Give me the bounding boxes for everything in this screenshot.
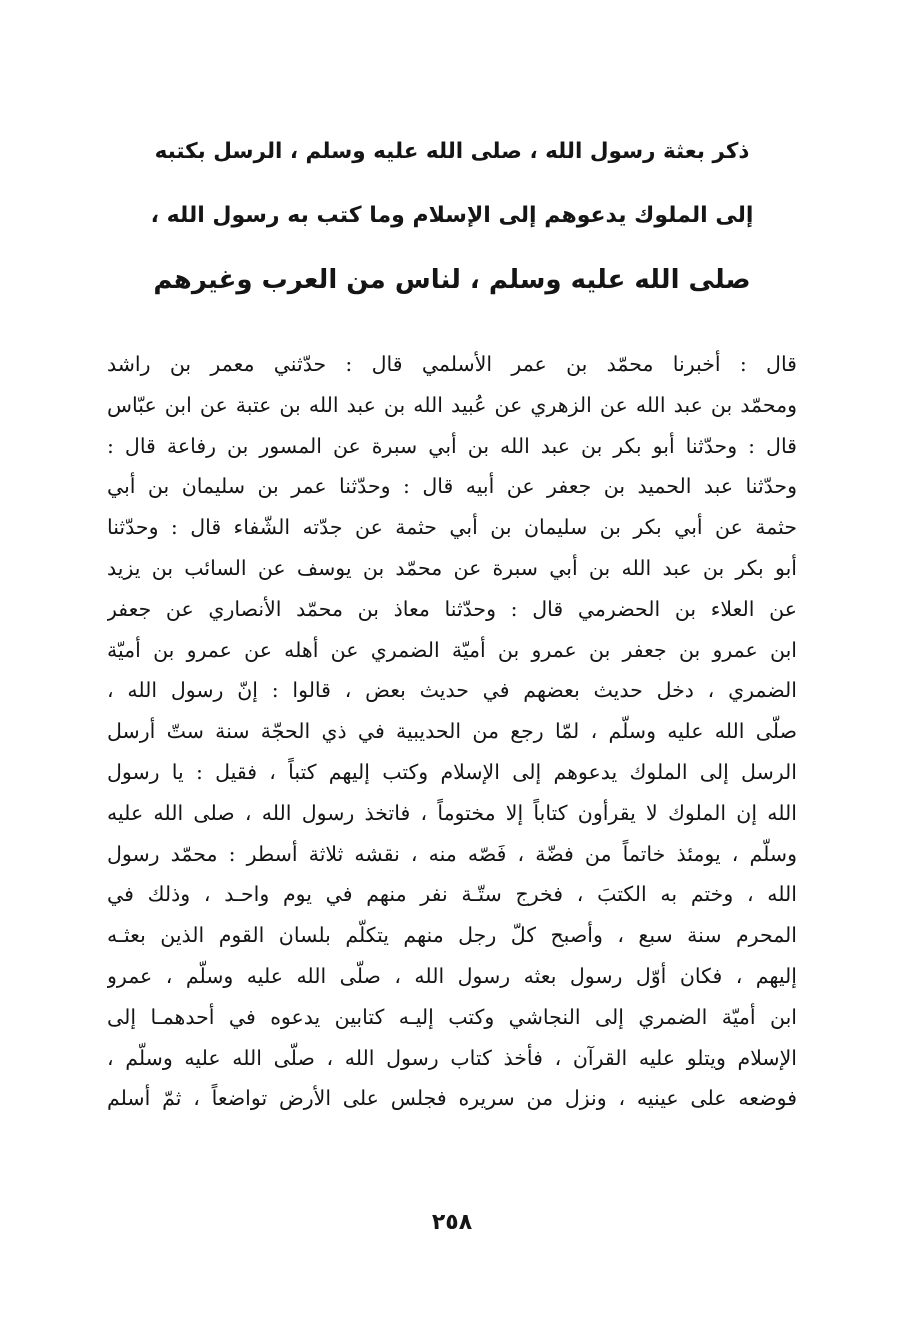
body-line: قال : وحدّثنا أبو بكر بن عبد الله بن أبي سبرة عن المسور بن رفاعة قال : xyxy=(107,433,797,458)
body-line: صلّى الله عليه وسلّم ، لمّا رجع من الحديبية في ذي الحجّة سنة ستّ أرسل xyxy=(107,719,797,744)
title-line: ذكر بعثة رسول الله ، صلى الله عليه وسلم ، الرسل بكتبه xyxy=(154,139,750,164)
body-line: حثمة عن أبي بكر بن سليمان بن أبي حثمة عن جدّته الشّفاء قال : وحدّثنا xyxy=(107,515,797,540)
body-line: ومحمّد بن عبد الله عن الزهري عن عُبيد الله بن عبد الله بن عتبة عن ابن عبّاس xyxy=(107,392,797,417)
body-line: وسلّم ، يومئذ خاتماً من فضّة ، فَصّه منه ، نقشه ثلاثة أسطر : محمّد رسول xyxy=(107,841,797,866)
body-line: عن العلاء بن الحضرمي قال : وحدّثنا معاذ بن محمّد الأنصاري عن جعفر xyxy=(107,596,797,621)
body-line: الله إن الملوك لا يقرأون كتاباً إلا مختوماً ، فاتخذ رسول الله ، صلى الله عليه xyxy=(107,800,797,825)
body-line: أبو بكر بن عبد الله بن أبي سبرة عن محمّد بن يوسف عن السائب بن يزيد xyxy=(107,555,797,580)
body-line: وحدّثنا عبد الحميد بن جعفر عن أبيه قال : وحدّثنا عمر بن سليمان بن أبي xyxy=(107,474,797,499)
title-line: صلى الله عليه وسلم ، لناس من العرب وغيرهم xyxy=(153,265,751,295)
body-line: المحرم سنة سبع ، وأصبح كلّ رجل منهم يتكلّم بلسان القوم الذين بعثـه xyxy=(107,923,797,948)
body-line: الضمري ، دخل حديث بعضهم في حديث بعض ، قالوا : إنّ رسول الله ، xyxy=(107,678,797,703)
body-line: فوضعه على عينيه ، ونزل من سريره فجلس على الأرض تواضعاً ، ثمّ أسلم xyxy=(107,1086,797,1111)
body-text xyxy=(107,344,797,1119)
page-number: ٢٥٨ xyxy=(431,1210,473,1235)
body-line: ابن أميّة الضمري إلى النجاشي وكتب إليـه كتابين يدعوه في أحدهمـا إلى xyxy=(107,1004,797,1029)
body-line: الإسلام ويتلو عليه القرآن ، فأخذ كتاب رسول الله ، صلّى الله عليه وسلّم ، xyxy=(107,1045,797,1070)
chapter-title xyxy=(150,120,754,312)
body-line: الله ، وختم به الكتبَ ، فخرج ستّـة نفر منهم في يوم واحـد ، وذلك في xyxy=(107,882,797,907)
title-line: إلى الملوك يدعوهم إلى الإسلام وما كتب به رسول الله ، xyxy=(150,203,754,228)
body-line: قال : أخبرنا محمّد بن عمر الأسلمي قال : حدّثني معمر بن راشد xyxy=(107,352,797,376)
body-line: الرسل إلى الملوك يدعوهم إلى الإسلام وكتب إليهم كتباً ، فقيل : يا رسول xyxy=(107,759,797,784)
body-line: ابن عمرو بن جعفر بن عمرو بن أميّة الضمري عن أهله عن عمرو بن أميّة xyxy=(107,637,797,662)
body-line: إليهم ، فكان أوّل رسول بعثه رسول الله ، صلّى الله عليه وسلّم ، عمرو xyxy=(107,963,797,988)
